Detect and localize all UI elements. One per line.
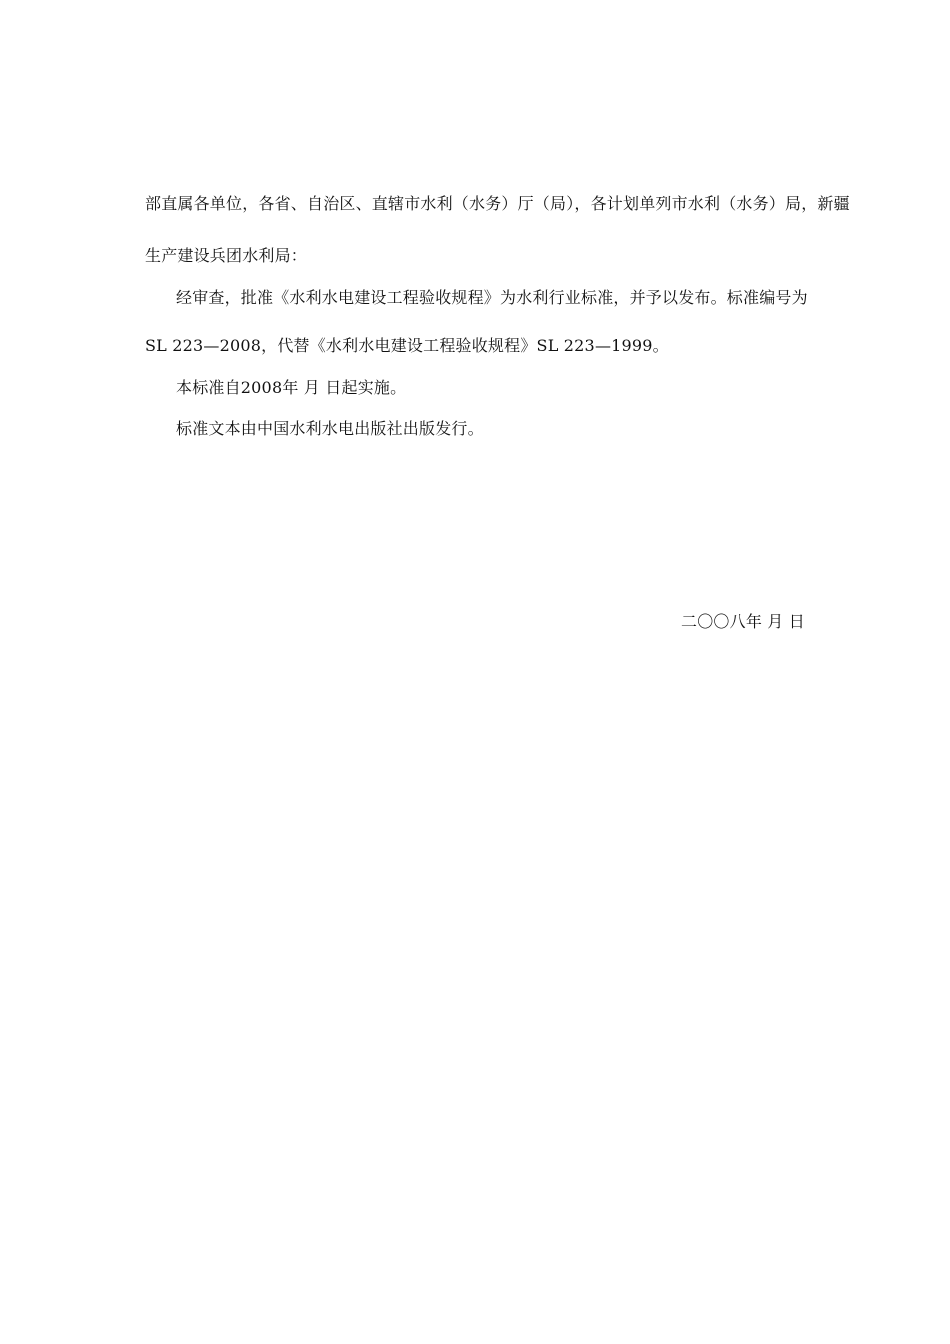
effective-date-paragraph: 本标准自2008年 月 日起实施。 [176,378,407,397]
approval-paragraph-line-2: SL 223—2008，代替《水利水电建设工程验收规程》SL 223—1999。 [145,336,669,355]
approval-paragraph-line-1: 经审查，批准《水利水电建设工程验收规程》为水利行业标准，并予以发布。标准编号为 [176,288,808,307]
addressee-line-2: 生产建设兵团水利局： [145,246,308,265]
publisher-paragraph: 标准文本由中国水利水电出版社出版发行。 [176,419,484,438]
signature-date: 二〇〇八年 月 日 [681,612,805,631]
addressee-line-1: 部直属各单位，各省、自治区、直辖市水利（水务）厅（局），各计划单列市水利（水务）局，新疆 [145,194,850,213]
